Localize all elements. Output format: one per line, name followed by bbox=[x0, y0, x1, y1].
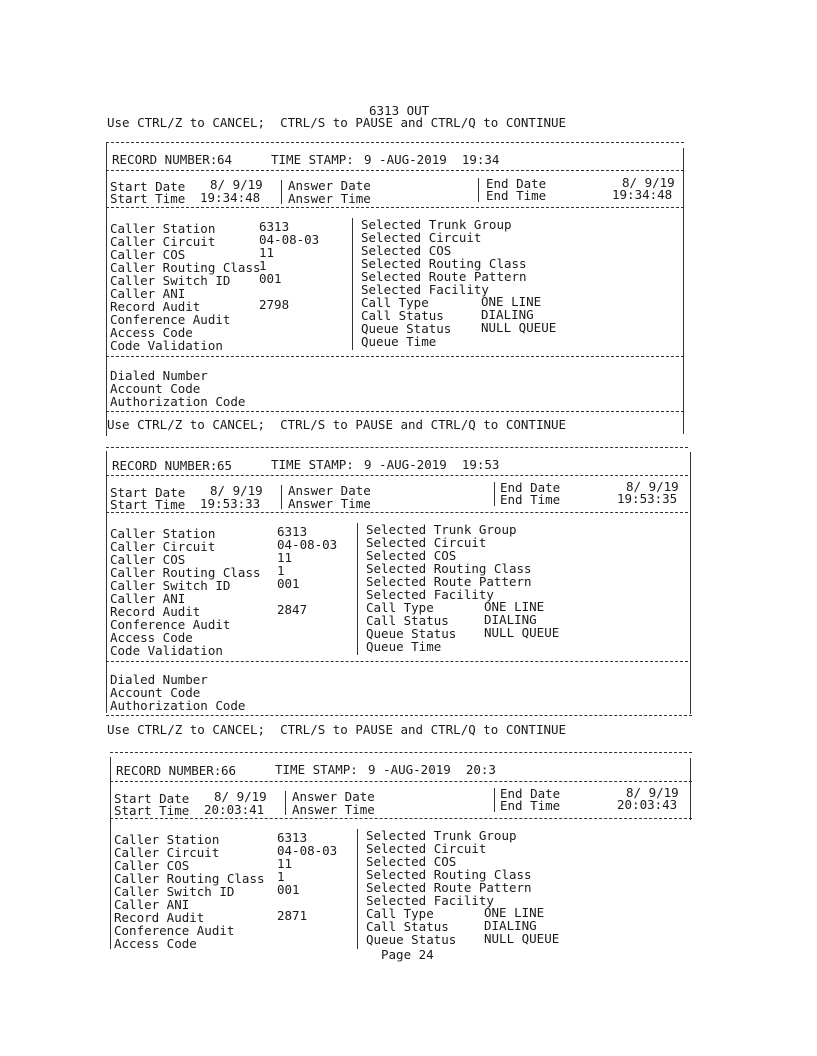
caller-switch-id-label: Caller Switch ID bbox=[114, 884, 235, 899]
end-time-label: End Time bbox=[486, 188, 547, 203]
selected-circuit-label: Selected Circuit bbox=[361, 230, 482, 245]
divider bbox=[106, 512, 688, 513]
caller-switch-id-value: 001 bbox=[277, 882, 300, 897]
caller-station-label: Caller Station bbox=[110, 526, 216, 541]
frame-right bbox=[683, 148, 684, 434]
answer-time-label: Answer Time bbox=[288, 191, 371, 206]
selected-route-pattern-label: Selected Route Pattern bbox=[366, 880, 532, 895]
call-status-label: Call Status bbox=[361, 308, 444, 323]
answer-time-label: Answer Time bbox=[288, 496, 371, 511]
start-date-label: Start Date bbox=[110, 485, 186, 500]
end-time-value: 19:53:35 bbox=[617, 491, 678, 506]
selected-trunk-group-label: Selected Trunk Group bbox=[366, 522, 517, 537]
account-code-label: Account Code bbox=[110, 685, 201, 700]
code-validation-label: Code Validation bbox=[110, 338, 223, 353]
record-audit-label: Record Audit bbox=[110, 604, 201, 619]
start-time-label: Start Time bbox=[110, 497, 186, 512]
divider bbox=[106, 170, 684, 171]
conference-audit-label: Conference Audit bbox=[114, 923, 235, 938]
caller-cos-value: 11 bbox=[277, 550, 293, 565]
call-type-label: Call Type bbox=[366, 600, 434, 615]
time-stamp-label: TIME STAMP: bbox=[275, 762, 358, 777]
page-title: 6313 OUT bbox=[369, 103, 430, 118]
access-code-label: Access Code bbox=[114, 936, 197, 951]
selected-facility-label: Selected Facility bbox=[366, 893, 494, 908]
call-status-label: Call Status bbox=[366, 919, 449, 934]
authorization-code-label: Authorization Code bbox=[110, 698, 246, 713]
call-status-value: DIALING bbox=[481, 307, 534, 322]
end-date-label: End Date bbox=[500, 480, 561, 495]
answer-date-label: Answer Date bbox=[288, 483, 371, 498]
record-number-label: RECORD NUMBER: bbox=[112, 458, 218, 473]
caller-switch-id-value: 001 bbox=[259, 271, 282, 286]
call-status-label: Call Status bbox=[366, 613, 449, 628]
divider bbox=[110, 752, 692, 753]
frame-left bbox=[106, 142, 107, 436]
conference-audit-label: Conference Audit bbox=[110, 312, 231, 327]
selected-circuit-label: Selected Circuit bbox=[366, 841, 487, 856]
end-time-value: 20:03:43 bbox=[617, 797, 678, 812]
caller-cos-value: 11 bbox=[259, 245, 275, 260]
selected-route-pattern-label: Selected Route Pattern bbox=[366, 574, 532, 589]
time-stamp-label: TIME STAMP: bbox=[271, 457, 354, 472]
frame-right bbox=[690, 452, 691, 714]
divider bbox=[110, 781, 692, 782]
caller-switch-id-value: 001 bbox=[277, 576, 300, 591]
caller-station-value: 6313 bbox=[277, 830, 308, 845]
end-date-label: End Date bbox=[486, 176, 547, 191]
start-date-value: 8/ 9/19 bbox=[210, 483, 263, 498]
caller-switch-id-label: Caller Switch ID bbox=[110, 273, 231, 288]
divider bbox=[106, 207, 684, 208]
record-audit-value: 2871 bbox=[277, 908, 308, 923]
instruction-line: Use CTRL/Z to CANCEL; CTRL/S to PAUSE and CTRL/Q to CONTINUE bbox=[107, 417, 567, 432]
selected-facility-label: Selected Facility bbox=[361, 282, 489, 297]
start-date-value: 8/ 9/19 bbox=[210, 177, 263, 192]
page-number: Page 24 bbox=[381, 947, 434, 962]
start-time-value: 19:53:33 bbox=[200, 496, 261, 511]
caller-station-value: 6313 bbox=[277, 524, 308, 539]
divider bbox=[106, 661, 688, 662]
divider bbox=[106, 411, 684, 412]
queue-status-value: NULL QUEUE bbox=[484, 931, 560, 946]
caller-routing-class-value: 1 bbox=[259, 258, 267, 273]
record-audit-label: Record Audit bbox=[110, 299, 201, 314]
end-time-value: 19:34:48 bbox=[612, 187, 673, 202]
selected-cos-label: Selected COS bbox=[366, 854, 457, 869]
start-date-value: 8/ 9/19 bbox=[214, 789, 267, 804]
caller-routing-class-label: Caller Routing Class bbox=[114, 871, 265, 886]
caller-circuit-label: Caller Circuit bbox=[110, 234, 216, 249]
caller-station-value: 6313 bbox=[259, 219, 290, 234]
record-number-label: RECORD NUMBER: bbox=[116, 763, 222, 778]
selected-trunk-group-label: Selected Trunk Group bbox=[366, 828, 517, 843]
caller-circuit-value: 04-08-03 bbox=[259, 232, 320, 247]
caller-ani-label: Caller ANI bbox=[114, 897, 190, 912]
authorization-code-label: Authorization Code bbox=[110, 394, 246, 409]
record-number-value: 64 bbox=[217, 152, 233, 167]
dialed-number-label: Dialed Number bbox=[110, 368, 208, 383]
time-stamp-value: 9 -AUG-2019 20:3 bbox=[368, 762, 496, 777]
divider bbox=[110, 818, 692, 819]
selected-routing-class-label: Selected Routing Class bbox=[366, 867, 532, 882]
caller-routing-class-label: Caller Routing Class bbox=[110, 565, 261, 580]
frame-left bbox=[106, 451, 107, 713]
separator bbox=[494, 788, 495, 812]
queue-status-value: NULL QUEUE bbox=[484, 625, 560, 640]
selected-trunk-group-label: Selected Trunk Group bbox=[361, 217, 512, 232]
queue-time-label: Queue Time bbox=[366, 639, 442, 654]
caller-station-label: Caller Station bbox=[114, 832, 220, 847]
queue-status-label: Queue Status bbox=[366, 626, 457, 641]
queue-time-label: Queue Time bbox=[361, 334, 437, 349]
record-number-value: 66 bbox=[221, 763, 237, 778]
access-code-label: Access Code bbox=[110, 630, 193, 645]
frame-left bbox=[110, 757, 111, 949]
account-code-label: Account Code bbox=[110, 381, 201, 396]
separator bbox=[478, 178, 479, 202]
record-number-label: RECORD NUMBER: bbox=[112, 152, 218, 167]
divider bbox=[106, 475, 688, 476]
selected-circuit-label: Selected Circuit bbox=[366, 535, 487, 550]
selected-routing-class-label: Selected Routing Class bbox=[361, 256, 527, 271]
end-date-label: End Date bbox=[500, 786, 561, 801]
divider bbox=[106, 356, 684, 357]
caller-circuit-label: Caller Circuit bbox=[114, 845, 220, 860]
record-audit-value: 2847 bbox=[277, 602, 308, 617]
queue-status-label: Queue Status bbox=[366, 932, 457, 947]
time-stamp-label: TIME STAMP: bbox=[271, 152, 354, 167]
separator bbox=[352, 218, 353, 350]
record-number-value: 65 bbox=[217, 458, 233, 473]
caller-ani-label: Caller ANI bbox=[110, 286, 186, 301]
queue-status-label: Queue Status bbox=[361, 321, 452, 336]
caller-circuit-value: 04-08-03 bbox=[277, 843, 338, 858]
record-audit-label: Record Audit bbox=[114, 910, 205, 925]
end-date-value: 8/ 9/19 bbox=[622, 175, 675, 190]
call-type-value: ONE LINE bbox=[481, 294, 542, 309]
end-time-label: End Time bbox=[500, 492, 561, 507]
divider bbox=[106, 715, 692, 716]
start-time-value: 20:03:41 bbox=[204, 802, 265, 817]
divider bbox=[106, 447, 688, 448]
queue-status-value: NULL QUEUE bbox=[481, 320, 557, 335]
separator bbox=[357, 523, 358, 655]
call-type-value: ONE LINE bbox=[484, 599, 545, 614]
instruction-line: Use CTRL/Z to CANCEL; CTRL/S to PAUSE and CTRL/Q to CONTINUE bbox=[107, 115, 567, 130]
start-time-value: 19:34:48 bbox=[200, 190, 261, 205]
selected-facility-label: Selected Facility bbox=[366, 587, 494, 602]
caller-routing-class-label: Caller Routing Class bbox=[110, 260, 261, 275]
answer-time-label: Answer Time bbox=[292, 802, 375, 817]
instruction-line: Use CTRL/Z to CANCEL; CTRL/S to PAUSE and CTRL/Q to CONTINUE bbox=[107, 722, 567, 737]
selected-cos-label: Selected COS bbox=[366, 548, 457, 563]
separator bbox=[281, 180, 282, 204]
start-time-label: Start Time bbox=[110, 191, 186, 206]
frame-right bbox=[690, 758, 691, 820]
selected-route-pattern-label: Selected Route Pattern bbox=[361, 269, 527, 284]
separator bbox=[285, 791, 286, 815]
caller-switch-id-label: Caller Switch ID bbox=[110, 578, 231, 593]
conference-audit-label: Conference Audit bbox=[110, 617, 231, 632]
end-date-value: 8/ 9/19 bbox=[626, 479, 679, 494]
separator bbox=[357, 829, 358, 949]
answer-date-label: Answer Date bbox=[292, 789, 375, 804]
caller-circuit-label: Caller Circuit bbox=[110, 539, 216, 554]
code-validation-label: Code Validation bbox=[110, 643, 223, 658]
caller-circuit-value: 04-08-03 bbox=[277, 537, 338, 552]
separator bbox=[494, 482, 495, 506]
start-date-label: Start Date bbox=[114, 791, 190, 806]
caller-cos-value: 11 bbox=[277, 856, 293, 871]
selected-cos-label: Selected COS bbox=[361, 243, 452, 258]
start-date-label: Start Date bbox=[110, 179, 186, 194]
end-date-value: 8/ 9/19 bbox=[626, 785, 679, 800]
selected-routing-class-label: Selected Routing Class bbox=[366, 561, 532, 576]
dialed-number-label: Dialed Number bbox=[110, 672, 208, 687]
caller-routing-class-value: 1 bbox=[277, 869, 285, 884]
call-status-value: DIALING bbox=[484, 612, 537, 627]
time-stamp-value: 9 -AUG-2019 19:34 bbox=[364, 152, 500, 167]
caller-cos-label: Caller COS bbox=[114, 858, 190, 873]
caller-station-label: Caller Station bbox=[110, 221, 216, 236]
start-time-label: Start Time bbox=[114, 803, 190, 818]
call-status-value: DIALING bbox=[484, 918, 537, 933]
answer-date-label: Answer Date bbox=[288, 178, 371, 193]
divider bbox=[106, 142, 684, 143]
call-type-value: ONE LINE bbox=[484, 905, 545, 920]
call-type-label: Call Type bbox=[361, 295, 429, 310]
record-audit-value: 2798 bbox=[259, 297, 290, 312]
access-code-label: Access Code bbox=[110, 325, 193, 340]
caller-routing-class-value: 1 bbox=[277, 563, 285, 578]
caller-cos-label: Caller COS bbox=[110, 552, 186, 567]
call-type-label: Call Type bbox=[366, 906, 434, 921]
time-stamp-value: 9 -AUG-2019 19:53 bbox=[364, 457, 500, 472]
caller-ani-label: Caller ANI bbox=[110, 591, 186, 606]
caller-cos-label: Caller COS bbox=[110, 247, 186, 262]
end-time-label: End Time bbox=[500, 798, 561, 813]
separator bbox=[281, 485, 282, 509]
